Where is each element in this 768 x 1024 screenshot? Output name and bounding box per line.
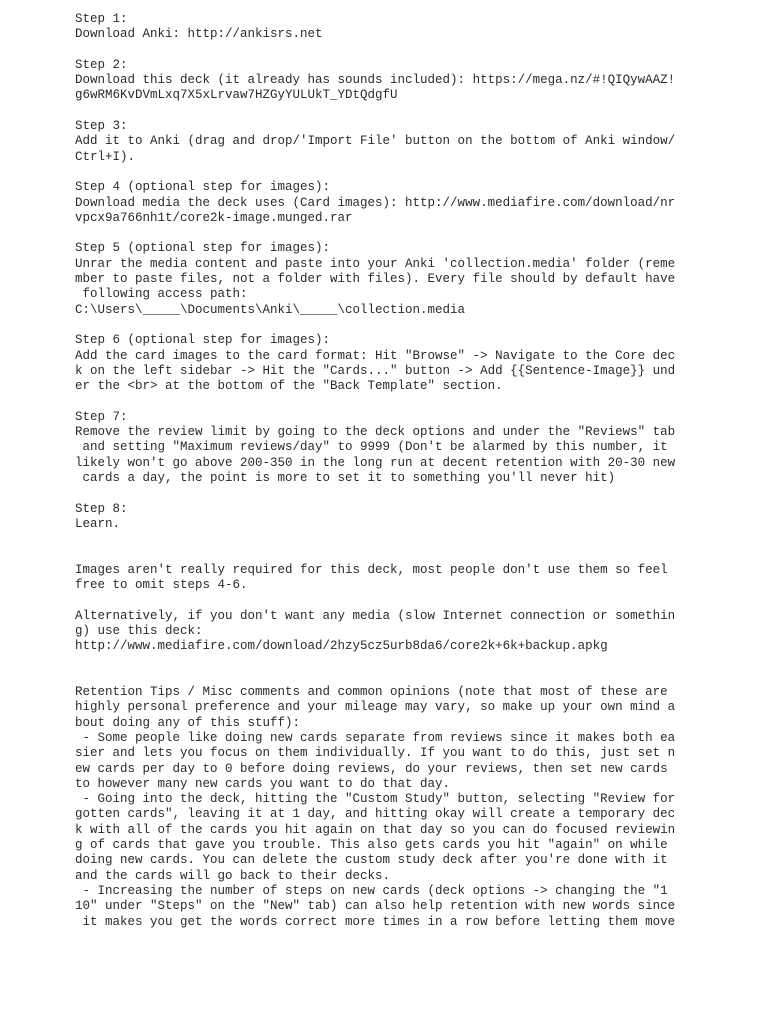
- text-line: free to omit steps 4-6.: [75, 577, 248, 592]
- text-line: cards a day, the point is more to set it to something you'll never hit): [75, 470, 616, 485]
- text-line: Step 5 (optional step for images):: [75, 241, 331, 256]
- text-line: Step 3:: [75, 119, 128, 134]
- text-line: 10" under "Steps" on the "New" tab) can also help retention with new words since: [75, 899, 676, 914]
- text-line: Add it to Anki (drag and drop/'Import File' button on the bottom of Anki window/: [75, 134, 676, 149]
- text-line: to however many new cards you want to do that day.: [75, 776, 451, 791]
- text-line: Unrar the media content and paste into your Anki 'collection.media' folder (reme: [75, 256, 676, 271]
- text-line: and setting "Maximum reviews/day" to 9999 (Don't be alarmed by this number, it: [75, 440, 668, 455]
- text-line: [75, 670, 685, 685]
- text-line: g) use this deck:: [75, 623, 203, 638]
- text-line: [75, 43, 685, 58]
- text-line: [75, 532, 685, 547]
- text-line: [75, 547, 685, 562]
- text-line: http://www.mediafire.com/download/2hzy5cz5urb8da6/core2k+6k+backup.apkg: [75, 639, 608, 654]
- text-line: and the cards will go back to their decks.: [75, 868, 391, 883]
- text-line: [75, 226, 685, 241]
- text-line: Step 4 (optional step for images):: [75, 180, 331, 195]
- text-line: Add the card images to the card format: Hit "Browse" -> Navigate to the Core dec: [75, 348, 676, 363]
- text-line: gotten cards", leaving it at 1 day, and hitting okay will create a temporary dec: [75, 807, 676, 822]
- text-line: C:\Users\_____\Documents\Anki\_____\collection.media: [75, 302, 466, 317]
- text-line: highly personal preference and your mileage may vary, so make up your own mind a: [75, 700, 676, 715]
- text-line: Retention Tips / Misc comments and common opinions (note that most of these are: [75, 685, 668, 700]
- text-line: ew cards per day to 0 before doing reviews, do your reviews, then set new cards: [75, 761, 668, 776]
- document-text: [75, 12, 685, 930]
- text-line: sier and lets you focus on them individually. If you want to do this, just set n: [75, 746, 676, 761]
- text-line: Step 2:: [75, 57, 128, 72]
- text-line: Step 7:: [75, 409, 128, 424]
- text-line: [75, 104, 685, 119]
- text-line: - Going into the deck, hitting the "Custom Study" button, selecting "Review for: [75, 792, 676, 807]
- text-line: Download media the deck uses (Card images): http://www.mediafire.com/download/nr: [75, 195, 676, 210]
- text-line: bout doing any of this stuff):: [75, 715, 301, 730]
- text-line: Step 6 (optional step for images):: [75, 333, 331, 348]
- text-line: [75, 394, 685, 409]
- text-line: k with all of the cards you hit again on that day so you can do focused reviewin: [75, 822, 676, 837]
- text-line: [75, 486, 685, 501]
- text-line: Images aren't really required for this deck, most people don't use them so feel: [75, 562, 668, 577]
- text-line: vpcx9a766nh1t/core2k-image.munged.rar: [75, 210, 353, 225]
- text-line: - Increasing the number of steps on new cards (deck options -> changing the "1: [75, 883, 668, 898]
- text-line: [75, 165, 685, 180]
- text-line: [75, 654, 685, 669]
- text-line: g6wRM6KvDVmLxq7X5xLrvaw7HZGyYULUkT_YDtQdgfU: [75, 88, 398, 103]
- text-line: Step 1:: [75, 12, 128, 26]
- text-line: Remove the review limit by going to the deck options and under the "Reviews" tab: [75, 425, 676, 440]
- text-line: er the <br> at the bottom of the "Back Template" section.: [75, 379, 503, 394]
- text-line: Download this deck (it already has sounds included): https://mega.nz/#!QIQywAAZ!: [75, 73, 676, 88]
- text-line: Step 8:: [75, 501, 128, 516]
- text-line: likely won't go above 200-350 in the long run at decent retention with 20-30 new: [75, 455, 676, 470]
- text-line: [75, 318, 685, 333]
- text-line: doing new cards. You can delete the custom study deck after you're done with it: [75, 853, 668, 868]
- text-line: it makes you get the words correct more times in a row before letting them move: [75, 914, 676, 929]
- text-line: g of cards that gave you trouble. This also gets cards you hit "again" on while: [75, 838, 668, 853]
- text-line: k on the left sidebar -> Hit the "Cards..." button -> Add {{Sentence-Image}} und: [75, 363, 676, 378]
- text-line: Download Anki: http://ankisrs.net: [75, 27, 323, 42]
- text-line: Learn.: [75, 516, 121, 531]
- text-line: Ctrl+I).: [75, 149, 136, 164]
- text-line: following access path:: [75, 287, 248, 302]
- text-line: mber to paste files, not a folder with files). Every file should by default have: [75, 272, 676, 287]
- text-line: Alternatively, if you don't want any media (slow Internet connection or somethin: [75, 608, 676, 623]
- text-line: [75, 593, 685, 608]
- text-line: - Some people like doing new cards separate from reviews since it makes both ea: [75, 730, 676, 745]
